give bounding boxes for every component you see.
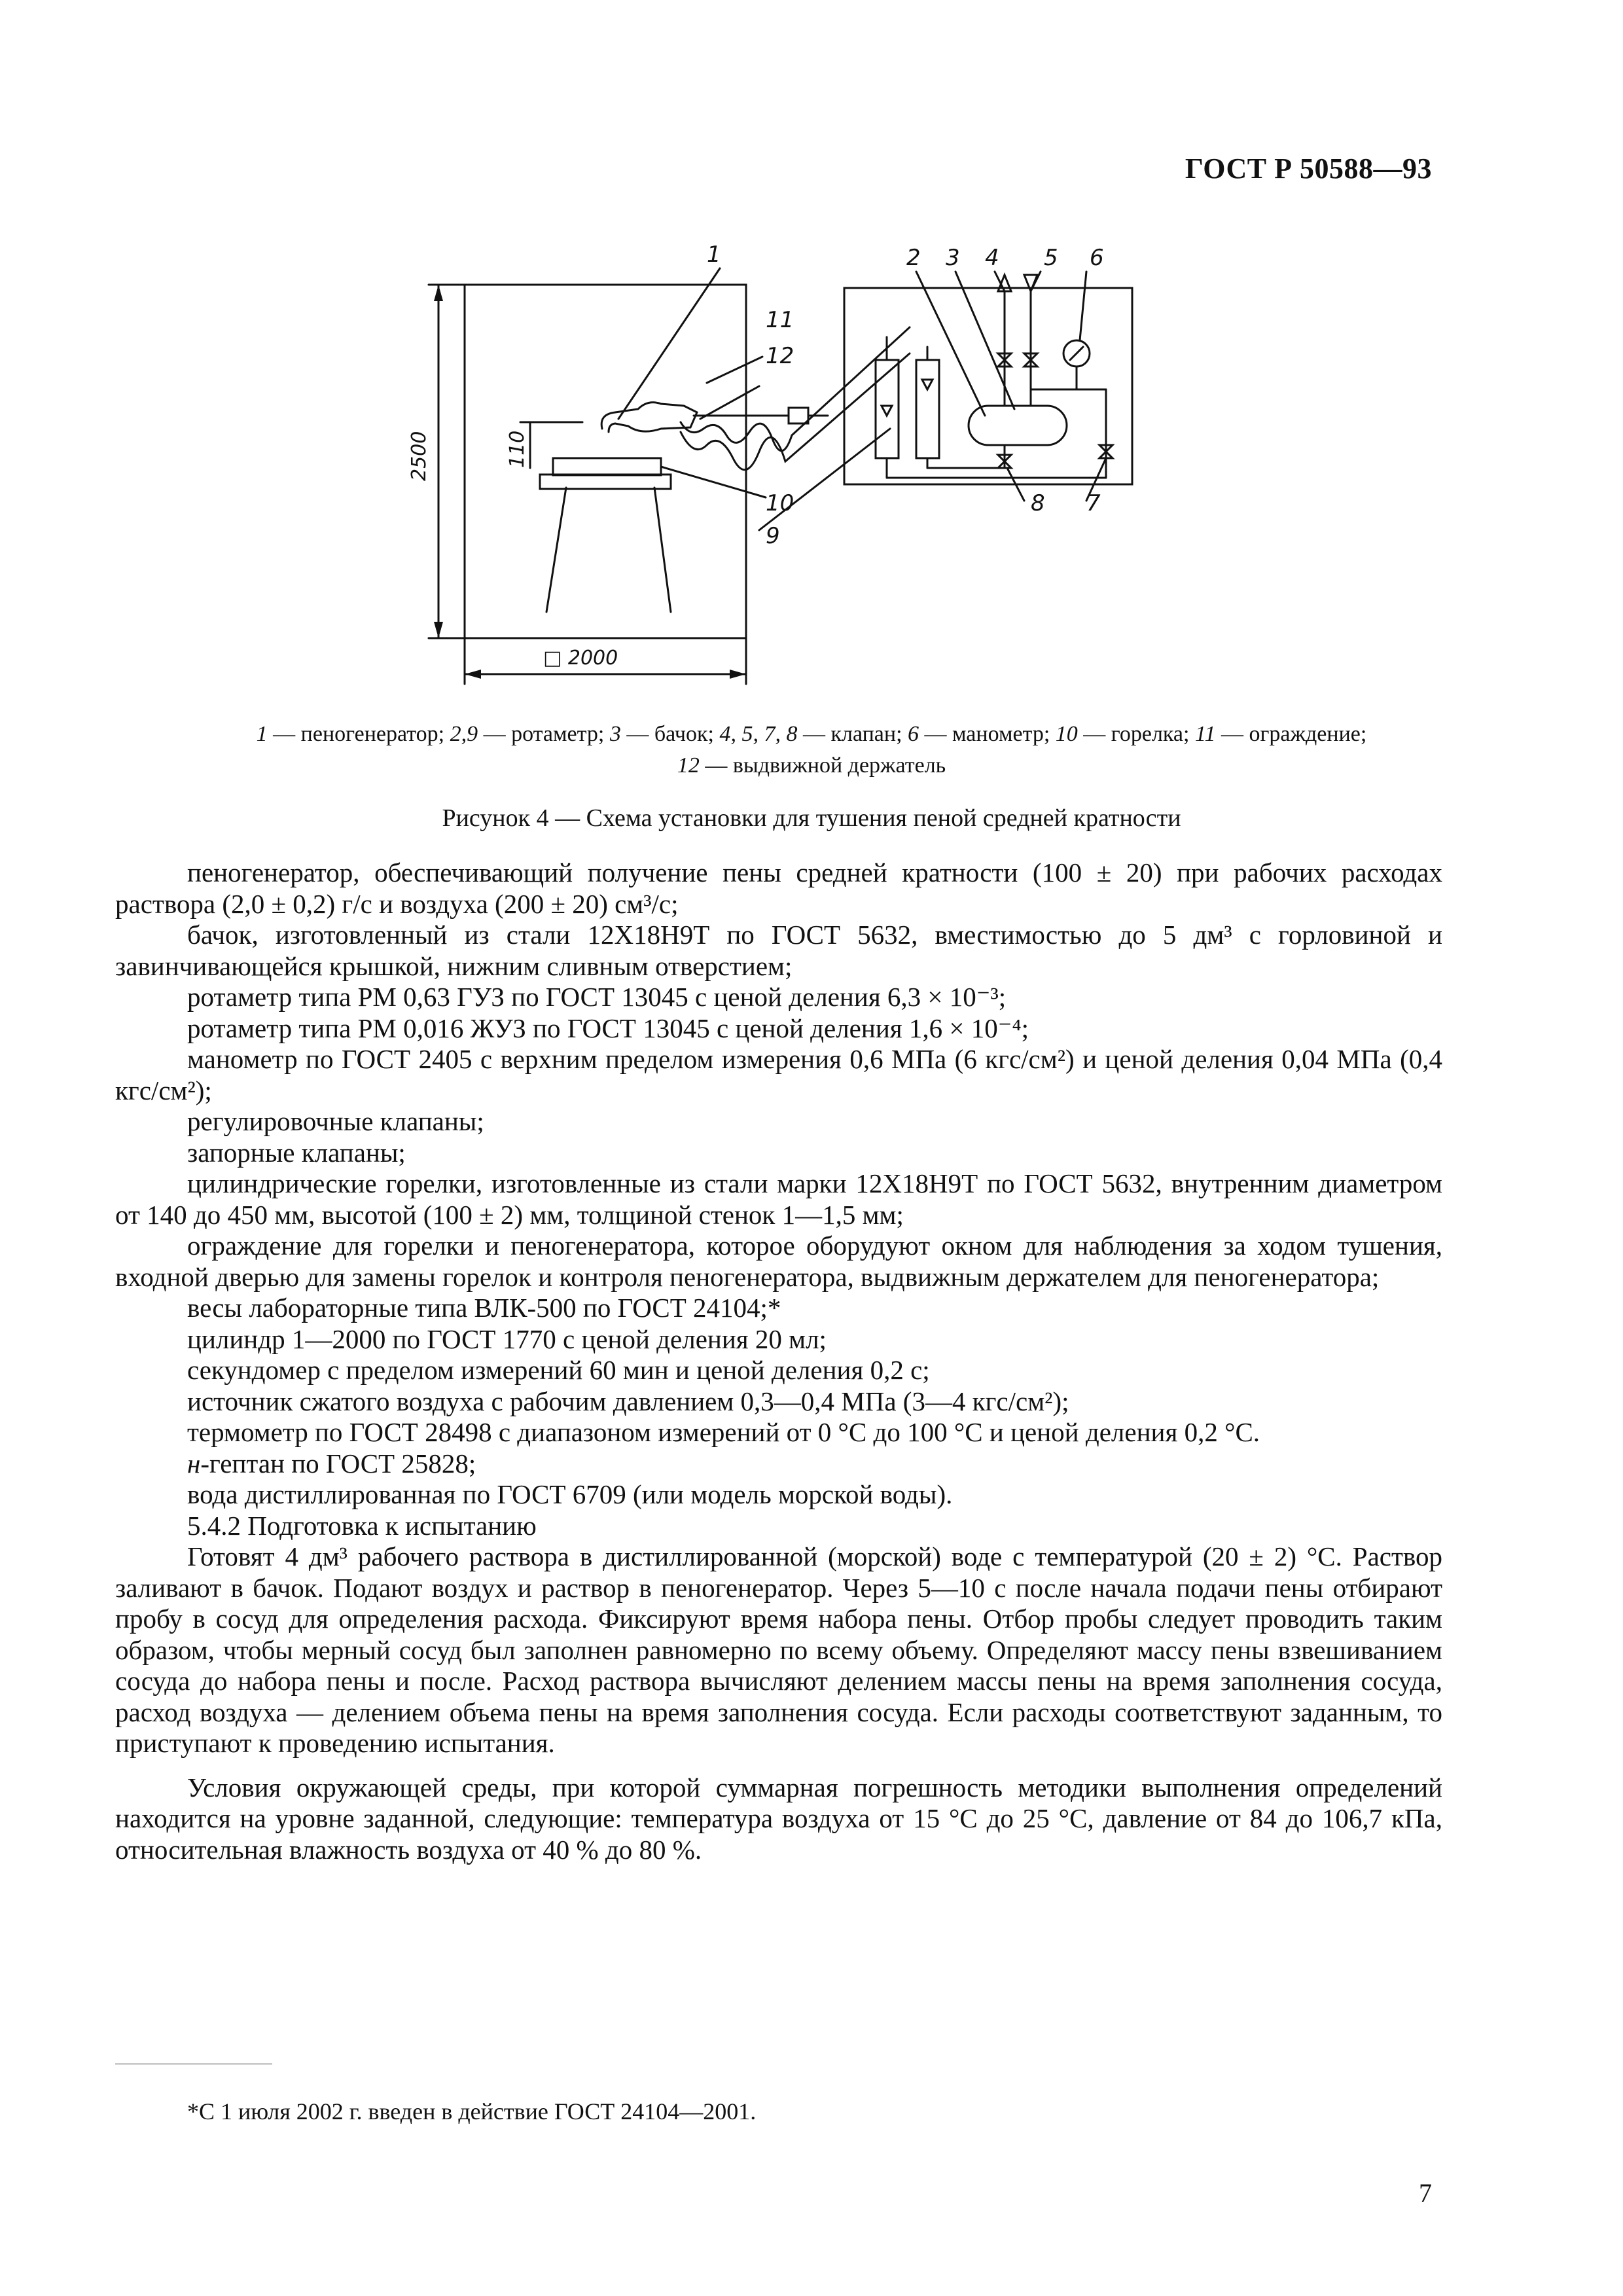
paragraph: цилиндр 1—2000 по ГОСТ 1770 с ценой деления 20 мл; — [187, 1323, 827, 1354]
legend-text: — горелка; — [1077, 722, 1195, 746]
legend-num: 10 — [1055, 722, 1078, 746]
label-4: 4 — [985, 245, 999, 271]
legend-text: — манометр; — [919, 722, 1056, 746]
paragraph: вода дистиллированная по ГОСТ 6709 (или модель морской воды). — [187, 1479, 953, 1509]
label-7: 7 — [1086, 490, 1101, 516]
label-11: 11 — [766, 307, 794, 333]
paragraph: весы лабораторные типа ВЛК-500 по ГОСТ 24104;* — [187, 1293, 781, 1323]
label-10: 10 — [766, 490, 794, 516]
italic-prefix: н — [187, 1448, 201, 1479]
rotameter-9 — [876, 360, 899, 458]
legend-text: — ротаметр; — [478, 722, 610, 746]
paragraph-text: -гептан по ГОСТ 25828; — [200, 1448, 476, 1479]
page-number: 7 — [1419, 2178, 1432, 2208]
paragraph: ротаметр типа РМ 0,63 ГУЗ по ГОСТ 13045 с ценой деления 6,3 × 10⁻³; — [187, 982, 1007, 1012]
paragraph: Условия окружающей среды, при которой суммарная погрешность методики выполнения определений находится на уровне заданной, следующие: температура воздуха от 15 °С до 25 °С, давление от 84 до 106,7 кПа, относительная влажность воздуха от 40 % до 80 %. — [115, 1772, 1442, 1865]
paragraph: Готовят 4 дм³ рабочего раствора в дистиллированной (морской) воде с температурой (20 ± 2) °С. Раствор заливают в бачок. Подают воздух и раствор в пеногенератор. Через 5—10 с после начала подачи пены отбирают пробу в сосуд для определения расхода. Фиксируют время набора пены. Отбор пробы следует проводить таким образом, чтобы мерный сосуд был заполнен равномерно по всему объему. Определяют массу пены взвешиванием сосуда до набора пены и после. Расход раствора вычисляют делением массы пены на время заполнения сосуда, расход воздуха — делением объема пены на время заполнения сосуда. Если расходы соответствуют заданным, то приступают к проведению испытания. — [115, 1541, 1442, 1758]
paragraph: ограждение для горелки и пеногенератора, которое оборудуют окном для наблюдения за ходом тушения, входной дверью для замены горелок и контроля пеногенератора, выдвижным держателем для пеногенератора; — [115, 1230, 1442, 1292]
schematic-drawing — [393, 232, 1178, 704]
installation-schematic — [393, 232, 1178, 704]
figure-caption: Рисунок 4 — Схема установки для тушения пеной средней кратности — [442, 804, 1181, 832]
paragraph — [115, 1448, 1442, 1480]
legend-num: 4, 5, 7, 8 — [719, 722, 798, 746]
paragraph: пеногенератор, обеспечивающий получение пены средней кратности (100 ± 20) при рабочих расходах раствора (2,0 ± 0,2) г/с и воздуха (200 ± 20) см³/с; — [115, 857, 1442, 919]
document-body — [115, 857, 1442, 1865]
legend-text: — бачок; — [620, 722, 720, 746]
legend-num: 1 — [256, 722, 268, 746]
control-box — [844, 288, 1132, 484]
figure-legend — [164, 719, 1459, 781]
holder-end — [789, 408, 808, 423]
legend-line-1 — [164, 719, 1459, 750]
legend-num: 12 — [677, 753, 700, 778]
rotameter-2 — [916, 360, 939, 458]
paragraph: ротаметр типа РМ 0,016 ЖУЗ по ГОСТ 13045 с ценой деления 1,6 × 10⁻⁴; — [187, 1013, 1029, 1043]
dim-width-label: □ 2000 — [543, 647, 618, 670]
stand-leg-right — [654, 488, 671, 612]
stand-top — [540, 475, 671, 489]
label-8: 8 — [1031, 490, 1045, 516]
label-1: 1 — [707, 242, 721, 268]
label-12: 12 — [766, 343, 794, 369]
label-6: 6 — [1090, 245, 1104, 271]
legend-num: 3 — [609, 722, 621, 746]
document-header: ГОСТ Р 50588—93 — [1185, 152, 1432, 185]
legend-text: — ограждение; — [1215, 722, 1367, 746]
footnote: *С 1 июля 2002 г. введен в действие ГОСТ 24104—2001. — [187, 2098, 757, 2125]
legend-num: 11 — [1194, 722, 1216, 746]
legend-text: — пеногенератор; — [267, 722, 450, 746]
paragraph: термометр по ГОСТ 28498 с диапазоном измерений от 0 °С до 100 °С и ценой деления 0,2 °С. — [187, 1417, 1260, 1447]
foam-generator — [601, 403, 697, 432]
dim-small-label: 110 — [506, 430, 529, 468]
label-9: 9 — [766, 523, 780, 549]
legend-text: — клапан; — [797, 722, 908, 746]
label-2: 2 — [906, 245, 921, 271]
paragraph: бачок, изготовленный из стали 12Х18Н9Т по ГОСТ 5632, вместимостью до 5 дм³ с горловиной и завинчивающейся крышкой, нижним сливным отверстием; — [115, 920, 1442, 981]
label-3: 3 — [946, 245, 960, 271]
burner — [553, 458, 661, 475]
paragraph: регулировочные клапаны; — [187, 1106, 484, 1136]
legend-line-2 — [164, 750, 1459, 781]
paragraph: цилиндрические горелки, изготовленные из стали марки 12Х18Н9Т по ГОСТ 5632, внутренним диаметром от 140 до 450 мм, высотой (100 ± 2) мм, толщиной стенок 1—1,5 мм; — [115, 1168, 1442, 1230]
label-5: 5 — [1044, 245, 1058, 271]
paragraph: источник сжатого воздуха с рабочим давлением 0,3—0,4 МПа (3—4 кгс/см²); — [187, 1386, 1069, 1416]
stand-leg-left — [546, 488, 566, 612]
section-heading: 5.4.2 Подготовка к испытанию — [187, 1510, 537, 1541]
dim-height-label: 2500 — [408, 431, 431, 481]
paragraph: запорные клапаны; — [187, 1137, 406, 1168]
paragraph: манометр по ГОСТ 2405 с верхним пределом измерения 0,6 МПа (6 кгс/см²) и ценой деления 0,04 МПа (0,4 кгс/см²); — [115, 1044, 1442, 1105]
legend-num: 2,9 — [450, 722, 478, 746]
legend-num: 6 — [908, 722, 919, 746]
legend-text: — выдвижной держатель — [699, 753, 946, 778]
paragraph: секундомер с пределом измерений 60 мин и ценой деления 0,2 с; — [187, 1355, 930, 1385]
